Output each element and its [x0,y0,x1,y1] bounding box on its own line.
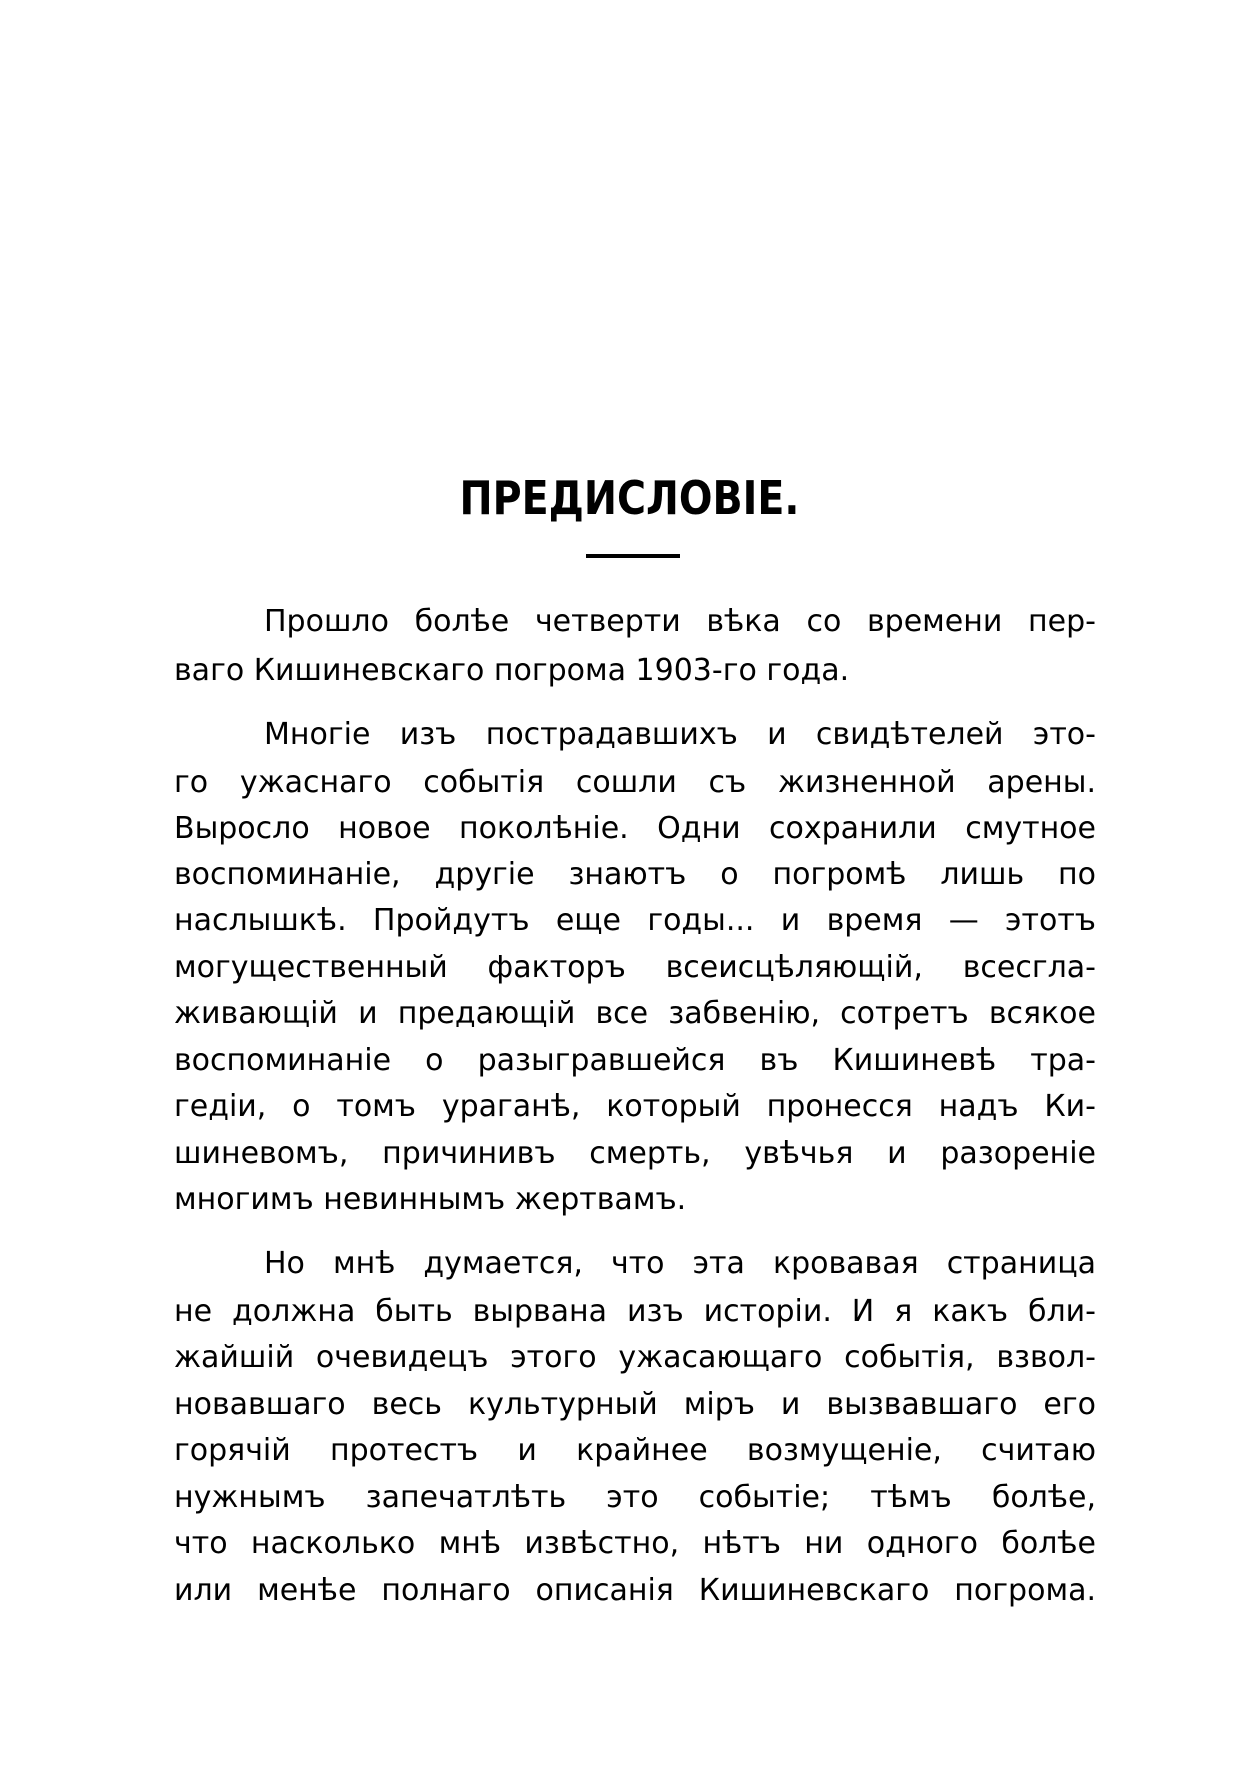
text-line: живающій и предающій все забвенію, сотретъ всякое [174,996,1096,1031]
text-line: или менѣе полнаго описанія Кишиневскаго погрома. [174,1573,1096,1608]
text-line: Выросло новое поколѣніе. Одни сохранили смутное [174,811,1096,846]
text-line: ваго Кишиневскаго погрома 1903-го года. [174,653,850,688]
text-line: Но мнѣ думается, что эта кровавая страница [264,1246,1096,1281]
title-rule [586,554,680,558]
text-line: воспоминаніе о разыгравшейся въ Кишиневѣ тра- [174,1043,1096,1078]
text-line: могущественный факторъ всеисцѣляющій, всесгла- [174,950,1096,985]
text-line: го ужаснаго событія сошли съ жизненной арены. [174,765,1096,800]
text-line: наслышкѣ. Пройдутъ еще годы... и время — этотъ [174,903,1096,938]
text-line: Многіе изъ пострадавшихъ и свидѣтелей это- [264,717,1096,752]
text-line: новавшаго весь культурный міръ и вызвавшаго его [174,1387,1096,1422]
text-line: многимъ невиннымъ жертвамъ. [174,1182,687,1217]
page-title: ПРЕДИСЛОВІЕ. [459,471,800,525]
text-line: воспоминаніе, другіе знаютъ о погромѣ лишь по [174,857,1096,892]
text-line: не должна быть вырвана изъ исторіи. И я какъ бли- [174,1294,1096,1329]
text-line: гедіи, о томъ ураганѣ, который пронесся надъ Ки- [174,1089,1096,1124]
text-line: что насколько мнѣ извѣстно, нѣтъ ни одного болѣе [174,1526,1096,1561]
text-line: Прошло болѣе четверти вѣка со времени пер- [264,604,1096,639]
text-line: горячій протестъ и крайнее возмущеніе, считаю [174,1433,1096,1468]
text-line: шиневомъ, причинивъ смерть, увѣчья и разореніе [174,1136,1096,1171]
text-line: жайшій очевидецъ этого ужасающаго событія, взвол- [174,1340,1096,1375]
text-line: нужнымъ запечатлѣть это событіе; тѣмъ болѣе, [174,1480,1096,1515]
